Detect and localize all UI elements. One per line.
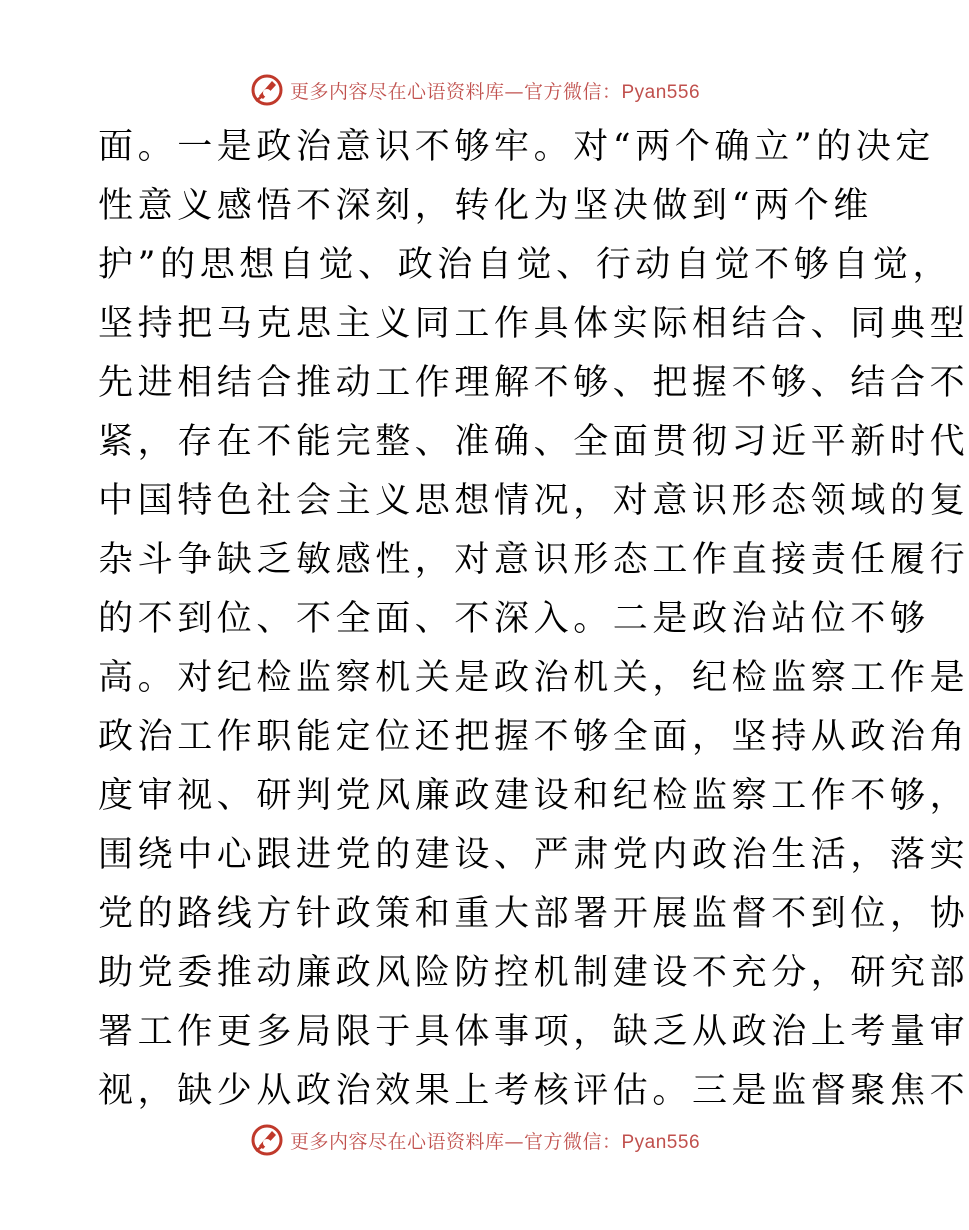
footer-banner bbox=[0, 1120, 950, 1160]
body-line: 视，缺少从政治效果上考核评估。三是监督聚焦不 bbox=[98, 1071, 969, 1111]
body-line: 政治工作职能定位还把握不够全面，坚持从政治角 bbox=[98, 717, 969, 757]
body-line: 助党委推动廉政风险防控机制建设不充分，研究部 bbox=[98, 953, 969, 993]
body-line: 中国特色社会主义思想情况，对意识形态领域的复 bbox=[98, 481, 969, 521]
header-promo bbox=[290, 77, 700, 104]
body-line: 性意义感悟不深刻，转化为坚决做到“两个维 bbox=[98, 186, 873, 226]
body-line: 的不到位、不全面、不深入。二是政治站位不够 bbox=[98, 599, 930, 639]
body-line: 杂斗争缺乏敏感性，对意识形态工作直接责任履行 bbox=[98, 540, 969, 580]
body-line: 先进相结合推动工作理解不够、把握不够、结合不 bbox=[98, 363, 969, 403]
logo-icon bbox=[250, 1123, 284, 1157]
body-line: 坚持把马克思主义同工作具体实际相结合、同典型 bbox=[98, 304, 969, 344]
footer-wechat-id: Pyan556 bbox=[621, 1131, 701, 1153]
body-line: 度审视、研判党风廉政建设和纪检监察工作不够， bbox=[98, 776, 969, 816]
body-line: 署工作更多局限于具体事项，缺乏从政治上考量审 bbox=[98, 1012, 969, 1052]
footer-promo-text: 更多内容尽在心语资料库—官方微信： bbox=[289, 1130, 622, 1153]
body-line: 高。对纪检监察机关是政治机关，纪检监察工作是 bbox=[98, 658, 969, 698]
header-wechat-id: Pyan556 bbox=[621, 81, 701, 103]
body-line: 党的路线方针政策和重大部署开展监督不到位，协 bbox=[98, 894, 969, 934]
body-line: 面。一是政治意识不够牢。对“两个确立”的决定 bbox=[98, 127, 935, 167]
logo-icon bbox=[250, 73, 284, 107]
header-banner bbox=[0, 70, 950, 110]
body-line: 围绕中心跟进党的建设、严肃党内政治生活，落实 bbox=[98, 835, 969, 875]
body-line: 护”的思想自觉、政治自觉、行动自觉不够自觉， bbox=[98, 245, 953, 285]
header-promo-text: 更多内容尽在心语资料库—官方微信： bbox=[289, 80, 622, 103]
document-body bbox=[98, 118, 969, 1121]
body-line: 紧，存在不能完整、准确、全面贯彻习近平新时代 bbox=[98, 422, 969, 462]
footer-promo bbox=[290, 1127, 700, 1154]
